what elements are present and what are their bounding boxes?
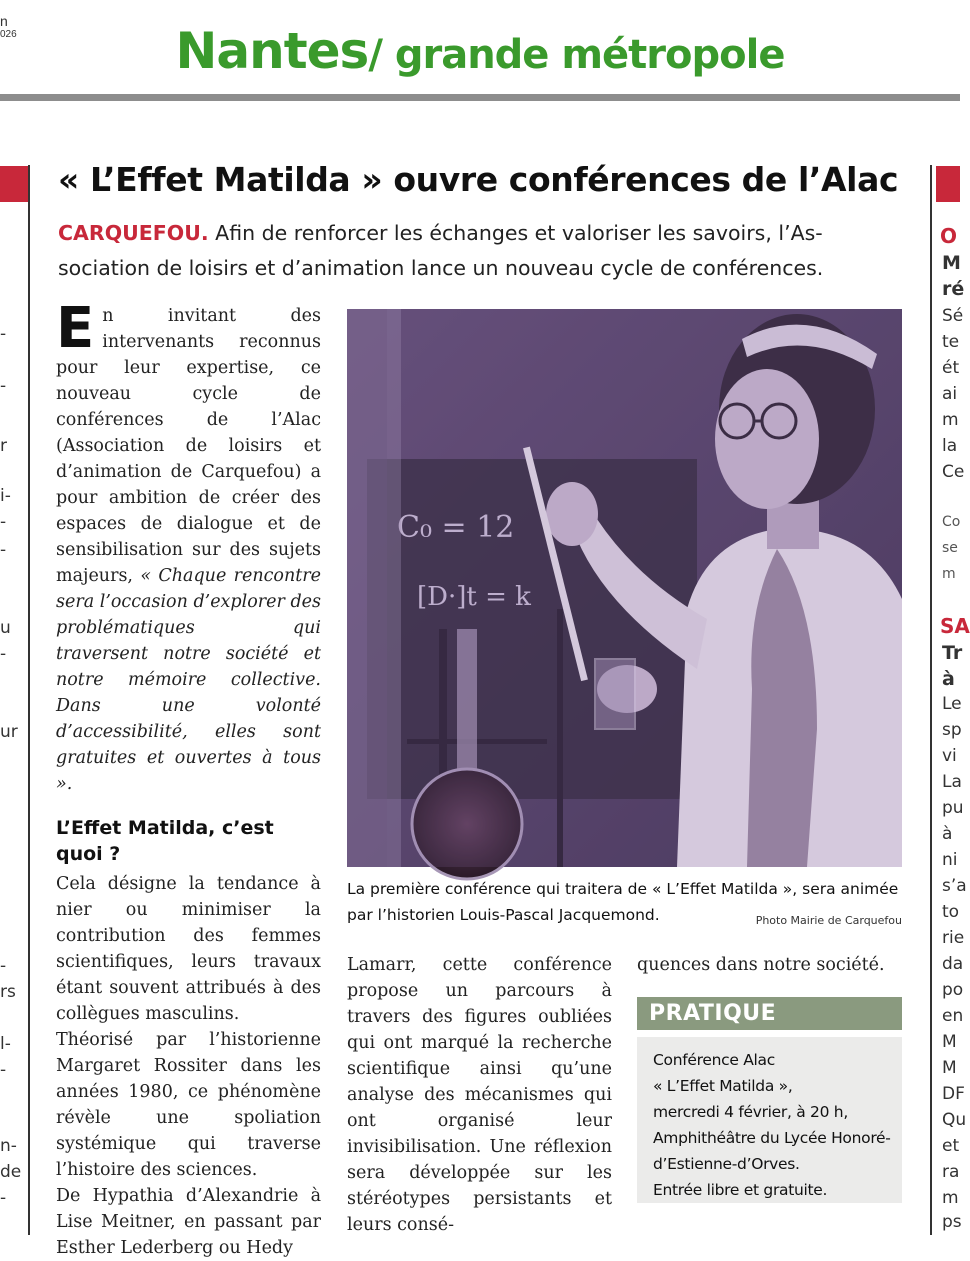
section-title xyxy=(0,22,960,80)
body-paragraph-5: Lamarr, cette conférence propose un parcours à travers des figures oubliées qui ont marqué la recherche scientifique ainsi qu’une analyse des mécanismes qui ont organisé leur invisibilisation. Une réflexion sera développée sur les stéréotypes persistants et leurs consé- xyxy=(347,955,612,1235)
right-fragment: sp xyxy=(942,720,962,740)
left-fragment: u xyxy=(0,618,11,638)
right-fragment: m xyxy=(942,566,956,582)
pratique-line: d’Estienne-d’Orves. xyxy=(653,1155,800,1173)
body-paragraph-1-quote: « Chaque rencontre sera l’occasion d’explorer des problématiques qui traversent notre société et notre mémoire collective. Dans une volonté d’accessibilité, elles sont gratuites et ouvertes à tous ». xyxy=(56,566,321,794)
drop-cap: E xyxy=(56,296,95,361)
left-fragment: - xyxy=(0,540,7,560)
right-fragment: en xyxy=(942,1006,964,1026)
right-fragment: po xyxy=(942,980,964,1000)
article-headline: « L’Effet Matilda » ouvre conférences de l’Alac xyxy=(58,160,899,199)
corner-date: 026 xyxy=(0,29,17,40)
right-fragment: et xyxy=(942,1136,960,1156)
right-fragment: la xyxy=(942,436,958,456)
left-fragment: de xyxy=(0,1162,22,1182)
right-fragment: s’a xyxy=(942,876,967,896)
right-fragment: DF xyxy=(942,1084,965,1104)
left-fragment: - xyxy=(0,644,7,664)
right-fragment: da xyxy=(942,954,964,974)
left-fragment: - xyxy=(0,324,7,344)
article-column-2 xyxy=(347,952,612,1238)
article-column-1 xyxy=(56,296,321,1261)
left-fragment: - xyxy=(0,956,7,976)
right-fragment: rie xyxy=(942,928,965,948)
article-subhead: L’Effet Matilda, c’est quoi ? xyxy=(56,817,274,865)
blackboard-formula-1: C₀ = 12 xyxy=(397,510,515,545)
pratique-line: Conférence Alac xyxy=(653,1051,775,1069)
left-fragment: - xyxy=(0,1188,7,1208)
section-title-city: Nantes xyxy=(175,22,369,80)
left-fragment: l- xyxy=(0,1034,11,1054)
right-fragment: ai xyxy=(942,384,958,404)
pratique-line: mercredi 4 février, à 20 h, xyxy=(653,1103,848,1121)
right-fragment: pu xyxy=(942,798,964,818)
right-fragment: m xyxy=(942,1188,959,1208)
left-column-tag xyxy=(0,166,28,202)
pratique-line: Amphithéâtre du Lycée Honoré- xyxy=(653,1129,891,1147)
right-fragment: Qu xyxy=(942,1110,967,1130)
photo-caption xyxy=(347,876,902,934)
right-fragment: Sé xyxy=(942,306,964,326)
right-fragment: ét xyxy=(942,358,960,378)
section-title-rest: / grande métropole xyxy=(368,32,785,78)
pratique-line: « L’Effet Matilda », xyxy=(653,1077,793,1095)
right-fragment: ra xyxy=(942,1162,960,1182)
right-fragment: se xyxy=(942,540,958,556)
right-fragment: Co xyxy=(942,514,961,530)
right-fragment: M xyxy=(942,1032,957,1052)
right-fragment: Ce xyxy=(942,462,965,482)
right-fragment: ré xyxy=(942,278,965,300)
right-fragment: Tr xyxy=(942,642,963,664)
photo-credit: Photo Mairie de Carquefou xyxy=(755,914,902,927)
lead-text-line1: Afin de renforcer les échanges et valoriser les savoirs, l’As- xyxy=(215,221,823,245)
right-column-tag xyxy=(936,166,960,202)
body-paragraph-1 xyxy=(56,296,321,797)
right-fragment: ps xyxy=(942,1212,962,1232)
left-fragment: - xyxy=(0,376,7,396)
pratique-box xyxy=(637,1037,902,1203)
left-fragment: ur xyxy=(0,722,18,742)
article-photo xyxy=(347,309,902,867)
right-fragment-kicker: O xyxy=(940,224,958,248)
right-fragment: vi xyxy=(942,746,957,766)
header-rule xyxy=(0,94,960,101)
left-fragment: n- xyxy=(0,1136,17,1156)
right-fragment: m xyxy=(942,410,959,430)
pratique-header: PRATIQUE xyxy=(637,997,902,1030)
right-fragment: Le xyxy=(942,694,962,714)
right-fragment: ni xyxy=(942,850,958,870)
right-fragment: M xyxy=(942,1058,957,1078)
body-paragraph-2: Cela désigne la tendance à nier ou minimiser la contribution des femmes scientifiques, leurs travaux étant souvent attribués à des collègues masculins. xyxy=(56,874,321,1024)
right-fragment-kicker: SA xyxy=(940,614,970,638)
left-fragment: i- xyxy=(0,486,11,506)
right-fragment: te xyxy=(942,332,960,352)
left-column-divider xyxy=(28,165,30,1235)
photo-illustration xyxy=(347,309,902,867)
right-fragment: to xyxy=(942,902,960,922)
body-paragraph-4: De Hypathia d’Alexandrie à Lise Meitner, en passant par Esther Lederberg ou Hedy xyxy=(56,1186,321,1258)
left-fragment: - xyxy=(0,1060,7,1080)
right-column-divider xyxy=(930,165,932,1235)
left-fragment: - xyxy=(0,512,7,532)
body-paragraph-1-text: n invitant des intervenants reconnus pour leur expertise, ce nouveau cycle de conférences de l’Alac (Association de loisirs et d’animation de Carquefou) a pour ambition de créer des espaces de dialogue et de sensibilisation sur des sujets majeurs, xyxy=(56,306,321,586)
lead-text-line2: sociation de loisirs et d’animation lance un nouveau cycle de conférences. xyxy=(58,256,824,280)
article-lead xyxy=(58,216,878,286)
right-fragment: à xyxy=(942,668,955,690)
right-fragment: M xyxy=(942,252,961,274)
right-fragment: La xyxy=(942,772,962,792)
left-fragment: rs xyxy=(0,982,16,1002)
article-column-3 xyxy=(637,952,902,978)
body-paragraph-3: Théorisé par l’historienne Margaret Rossiter dans les années 1980, ce phénomène révèle une spoliation systémique qui traverse l’histoire des sciences. xyxy=(56,1030,321,1180)
pratique-line: Entrée libre et gratuite. xyxy=(653,1181,828,1199)
blackboard-formula-2: [D·]t = k xyxy=(417,582,531,612)
left-fragment: r xyxy=(0,436,7,456)
lead-dateline: CARQUEFOU. xyxy=(58,221,209,245)
body-paragraph-6: quences dans notre société. xyxy=(637,955,885,975)
corner-text: n xyxy=(0,13,8,29)
caption-text: La première conférence qui traitera de « L’Effet Matilda », sera animée par l’historien Louis-Pascal Jacquemond. xyxy=(347,880,899,924)
right-fragment: à xyxy=(942,824,953,844)
